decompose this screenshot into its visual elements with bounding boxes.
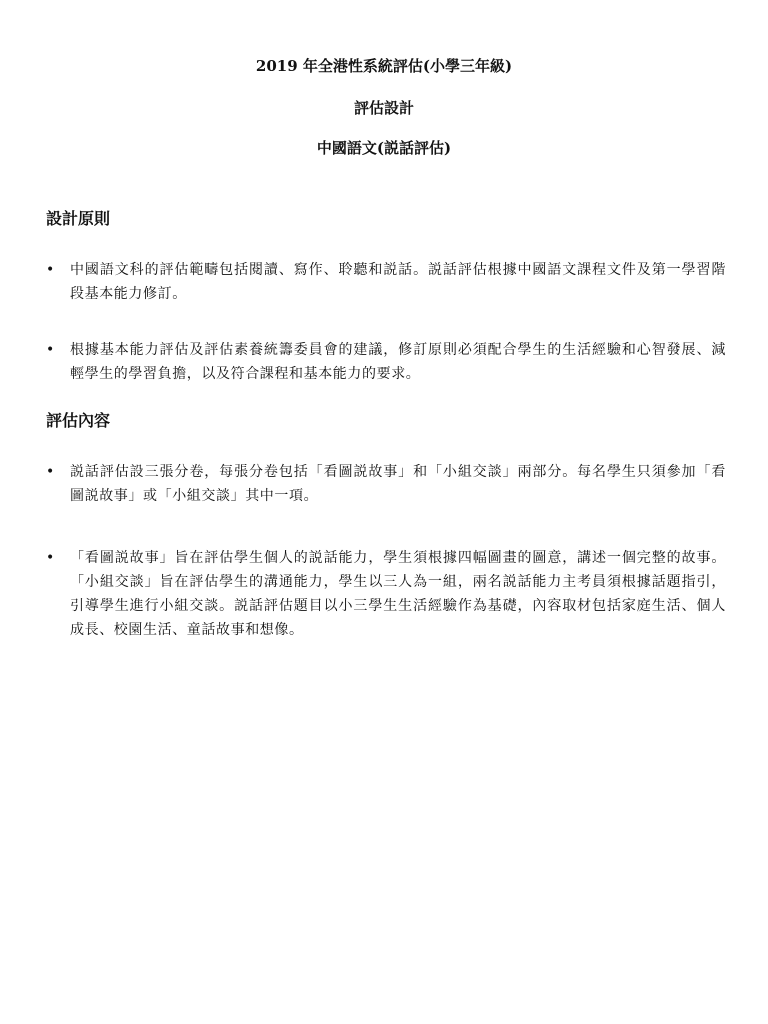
document-title: 2019 年全港性系統評估(小學三年級) [255, 57, 513, 75]
bullet-text: 説話評估設三張分卷，每張分卷包括「看圖説故事」和「小組交談」兩部分。每名學生只須參加「看圖説故事」或「小組交談」其中一項。 [70, 464, 726, 504]
bullet-icon: • [46, 464, 55, 480]
document-subtitle: 評估設計 [353, 99, 414, 117]
bullet-item [46, 258, 726, 306]
bullet-text: 「看圖説故事」旨在評估學生個人的説話能力，學生須根據四幅圖畫的圖意，講述一個完整的故事。「小組交談」旨在評估學生的溝通能力，學生以三人為一組，兩名説話能力主考員須根據話題指引，引導學生進行小組交談。説話評估題目以小三學生生活經驗作為基礎，內容取材包括家庭生活、個人成長、校園生活、童話故事和想像。 [70, 550, 726, 638]
bullet-icon: • [46, 262, 55, 278]
bullet-icon: • [46, 342, 55, 358]
bullet-item [46, 338, 726, 386]
section-heading-assessment-content: 評估內容 [46, 411, 111, 430]
bullet-icon: • [46, 550, 55, 566]
bullet-item [46, 460, 726, 508]
bullet-text: 中國語文科的評估範疇包括閱讀、寫作、聆聽和説話。説話評估根據中國語文課程文件及第一學習階段基本能力修訂。 [70, 262, 726, 302]
subject-title: 中國語文(説話評估) [316, 139, 452, 157]
title-block [0, 56, 768, 158]
bullet-item [46, 546, 726, 642]
section-heading-design-principles: 設計原則 [46, 209, 111, 228]
bullet-text: 根據基本能力評估及評估素養統籌委員會的建議，修訂原則必須配合學生的生活經驗和心智發展、減輕學生的學習負擔，以及符合課程和基本能力的要求。 [70, 342, 726, 382]
